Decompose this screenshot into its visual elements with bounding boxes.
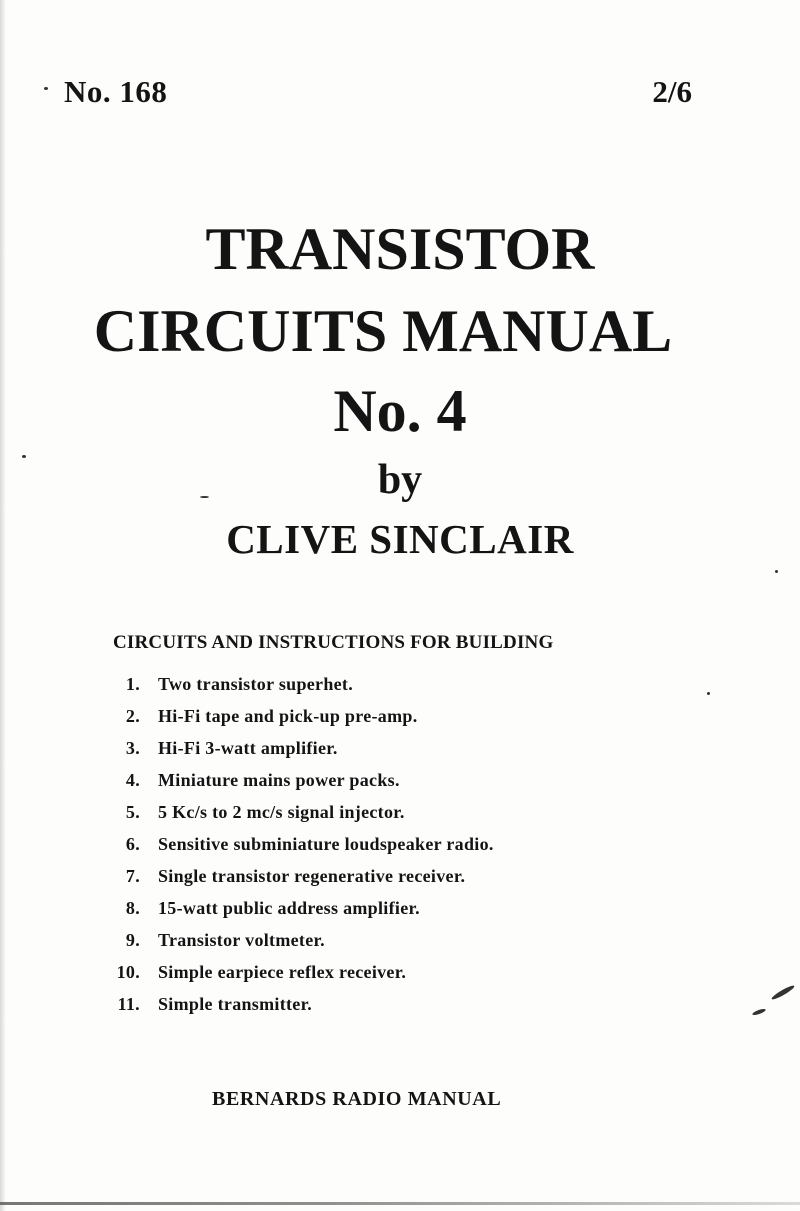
list-item-text: Sensitive subminiature loudspeaker radio. (158, 834, 494, 854)
scan-speck (752, 1008, 767, 1017)
scan-speck (775, 570, 778, 573)
title-line-1: TRANSISTOR (205, 216, 595, 282)
list-item-number: 3. (125, 738, 140, 758)
list-item-number: 8. (125, 898, 140, 918)
page-left-edge (0, 0, 6, 1211)
list-item-number: 9. (125, 930, 140, 950)
list-item-number: 7. (125, 866, 140, 886)
list-item-text: Simple transmitter. (158, 994, 313, 1014)
list-item-text: Miniature mains power packs. (158, 770, 400, 790)
publisher-line: BERNARDS RADIO MANUAL (212, 1088, 502, 1110)
list-item-text: Hi-Fi 3-watt amplifier. (158, 738, 338, 758)
list-item-text: 15-watt public address amplifier. (158, 898, 420, 918)
author-name: CLIVE SINCLAIR (226, 516, 574, 562)
title-line-2: CIRCUITS MANUAL (93, 298, 673, 364)
list-item-text: Simple earpiece reflex receiver. (158, 962, 407, 982)
price: 2/6 (652, 74, 692, 109)
list-item-text: 5 Kc/s to 2 mc/s signal injector. (158, 802, 405, 822)
page-bottom-edge (0, 1202, 800, 1205)
title-line-3: No. 4 (333, 378, 467, 444)
list-item-text: Single transistor regenerative receiver. (158, 866, 466, 886)
contents-heading: CIRCUITS AND INSTRUCTIONS FOR BUILDING (113, 632, 554, 653)
list-item-text: Two transistor superhet. (158, 674, 354, 694)
scan-speck (707, 692, 710, 695)
byline-by: by (377, 457, 423, 503)
list-item-text: Transistor voltmeter. (158, 930, 325, 950)
list-item-number: 10. (116, 962, 140, 982)
list-item-number: 2. (125, 706, 140, 726)
list-item-number: 4. (125, 770, 140, 790)
scan-speck (44, 87, 48, 90)
list-item-number: 1. (125, 674, 140, 694)
list-item-number: 5. (125, 802, 140, 822)
scan-speck (770, 984, 795, 1001)
list-item-number: 11. (117, 994, 140, 1014)
list-item-text: Hi-Fi tape and pick-up pre-amp. (158, 706, 418, 726)
catalog-number: No. 168 (64, 74, 168, 109)
list-item-number: 6. (125, 834, 140, 854)
